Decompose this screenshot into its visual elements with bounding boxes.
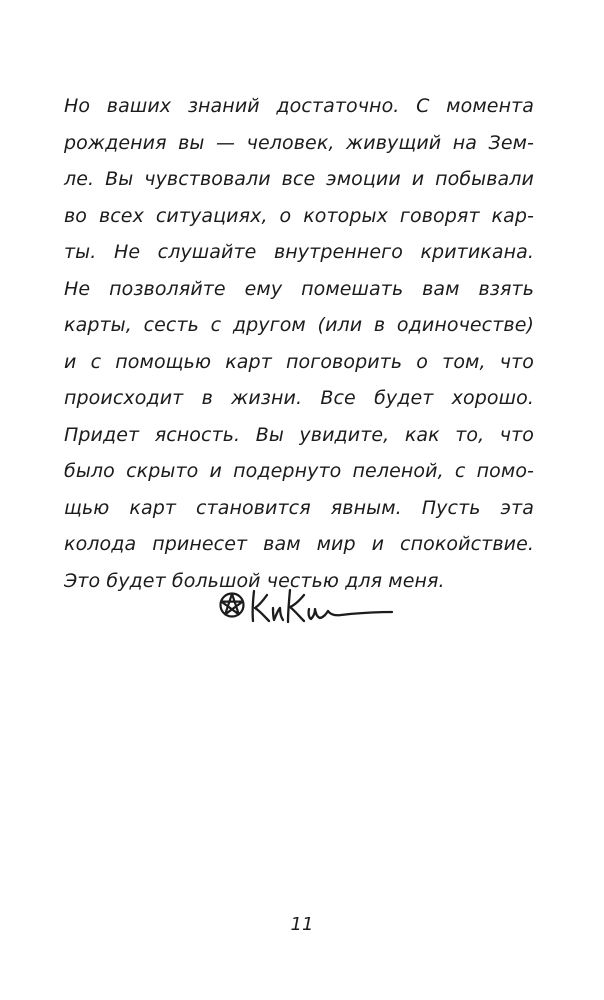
text-line: во всех ситуациях, о которых говорят кар- bbox=[64, 204, 534, 227]
body-text bbox=[64, 88, 534, 599]
text-line: карты, сесть с другом (или в одиночестве) bbox=[64, 314, 534, 336]
text-line: происходит в жизни. Все будет хорошо. bbox=[64, 387, 534, 409]
text-line: и с помощью карт поговорить о том, что bbox=[64, 350, 534, 373]
signature-handwriting bbox=[253, 590, 392, 622]
text-line: рождения вы — человек, живущий на Зем- bbox=[64, 131, 534, 154]
text-line: ты. Не слушайте внутреннего критикана. bbox=[64, 241, 534, 263]
text-line: колода принесет вам мир и спокойствие. bbox=[64, 533, 534, 555]
text-line: Но ваших знаний достаточно. С момента bbox=[64, 95, 534, 117]
pentagram-icon bbox=[221, 594, 244, 617]
text-line: щью карт становится явным. Пусть эта bbox=[64, 496, 534, 519]
text-line: Придет ясность. Вы увидите, как то, что bbox=[64, 423, 534, 446]
text-line: Это будет большой честью для меня. bbox=[64, 569, 445, 592]
page-number: 11 bbox=[290, 914, 314, 935]
author-signature bbox=[218, 582, 394, 632]
text-line: Не позволяйте ему помешать вам взять bbox=[64, 277, 534, 300]
text-line: было скрыто и подернуто пеленой, с помо- bbox=[64, 460, 534, 482]
text-line: ле. Вы чувствовали все эмоции и побывали bbox=[64, 168, 534, 190]
